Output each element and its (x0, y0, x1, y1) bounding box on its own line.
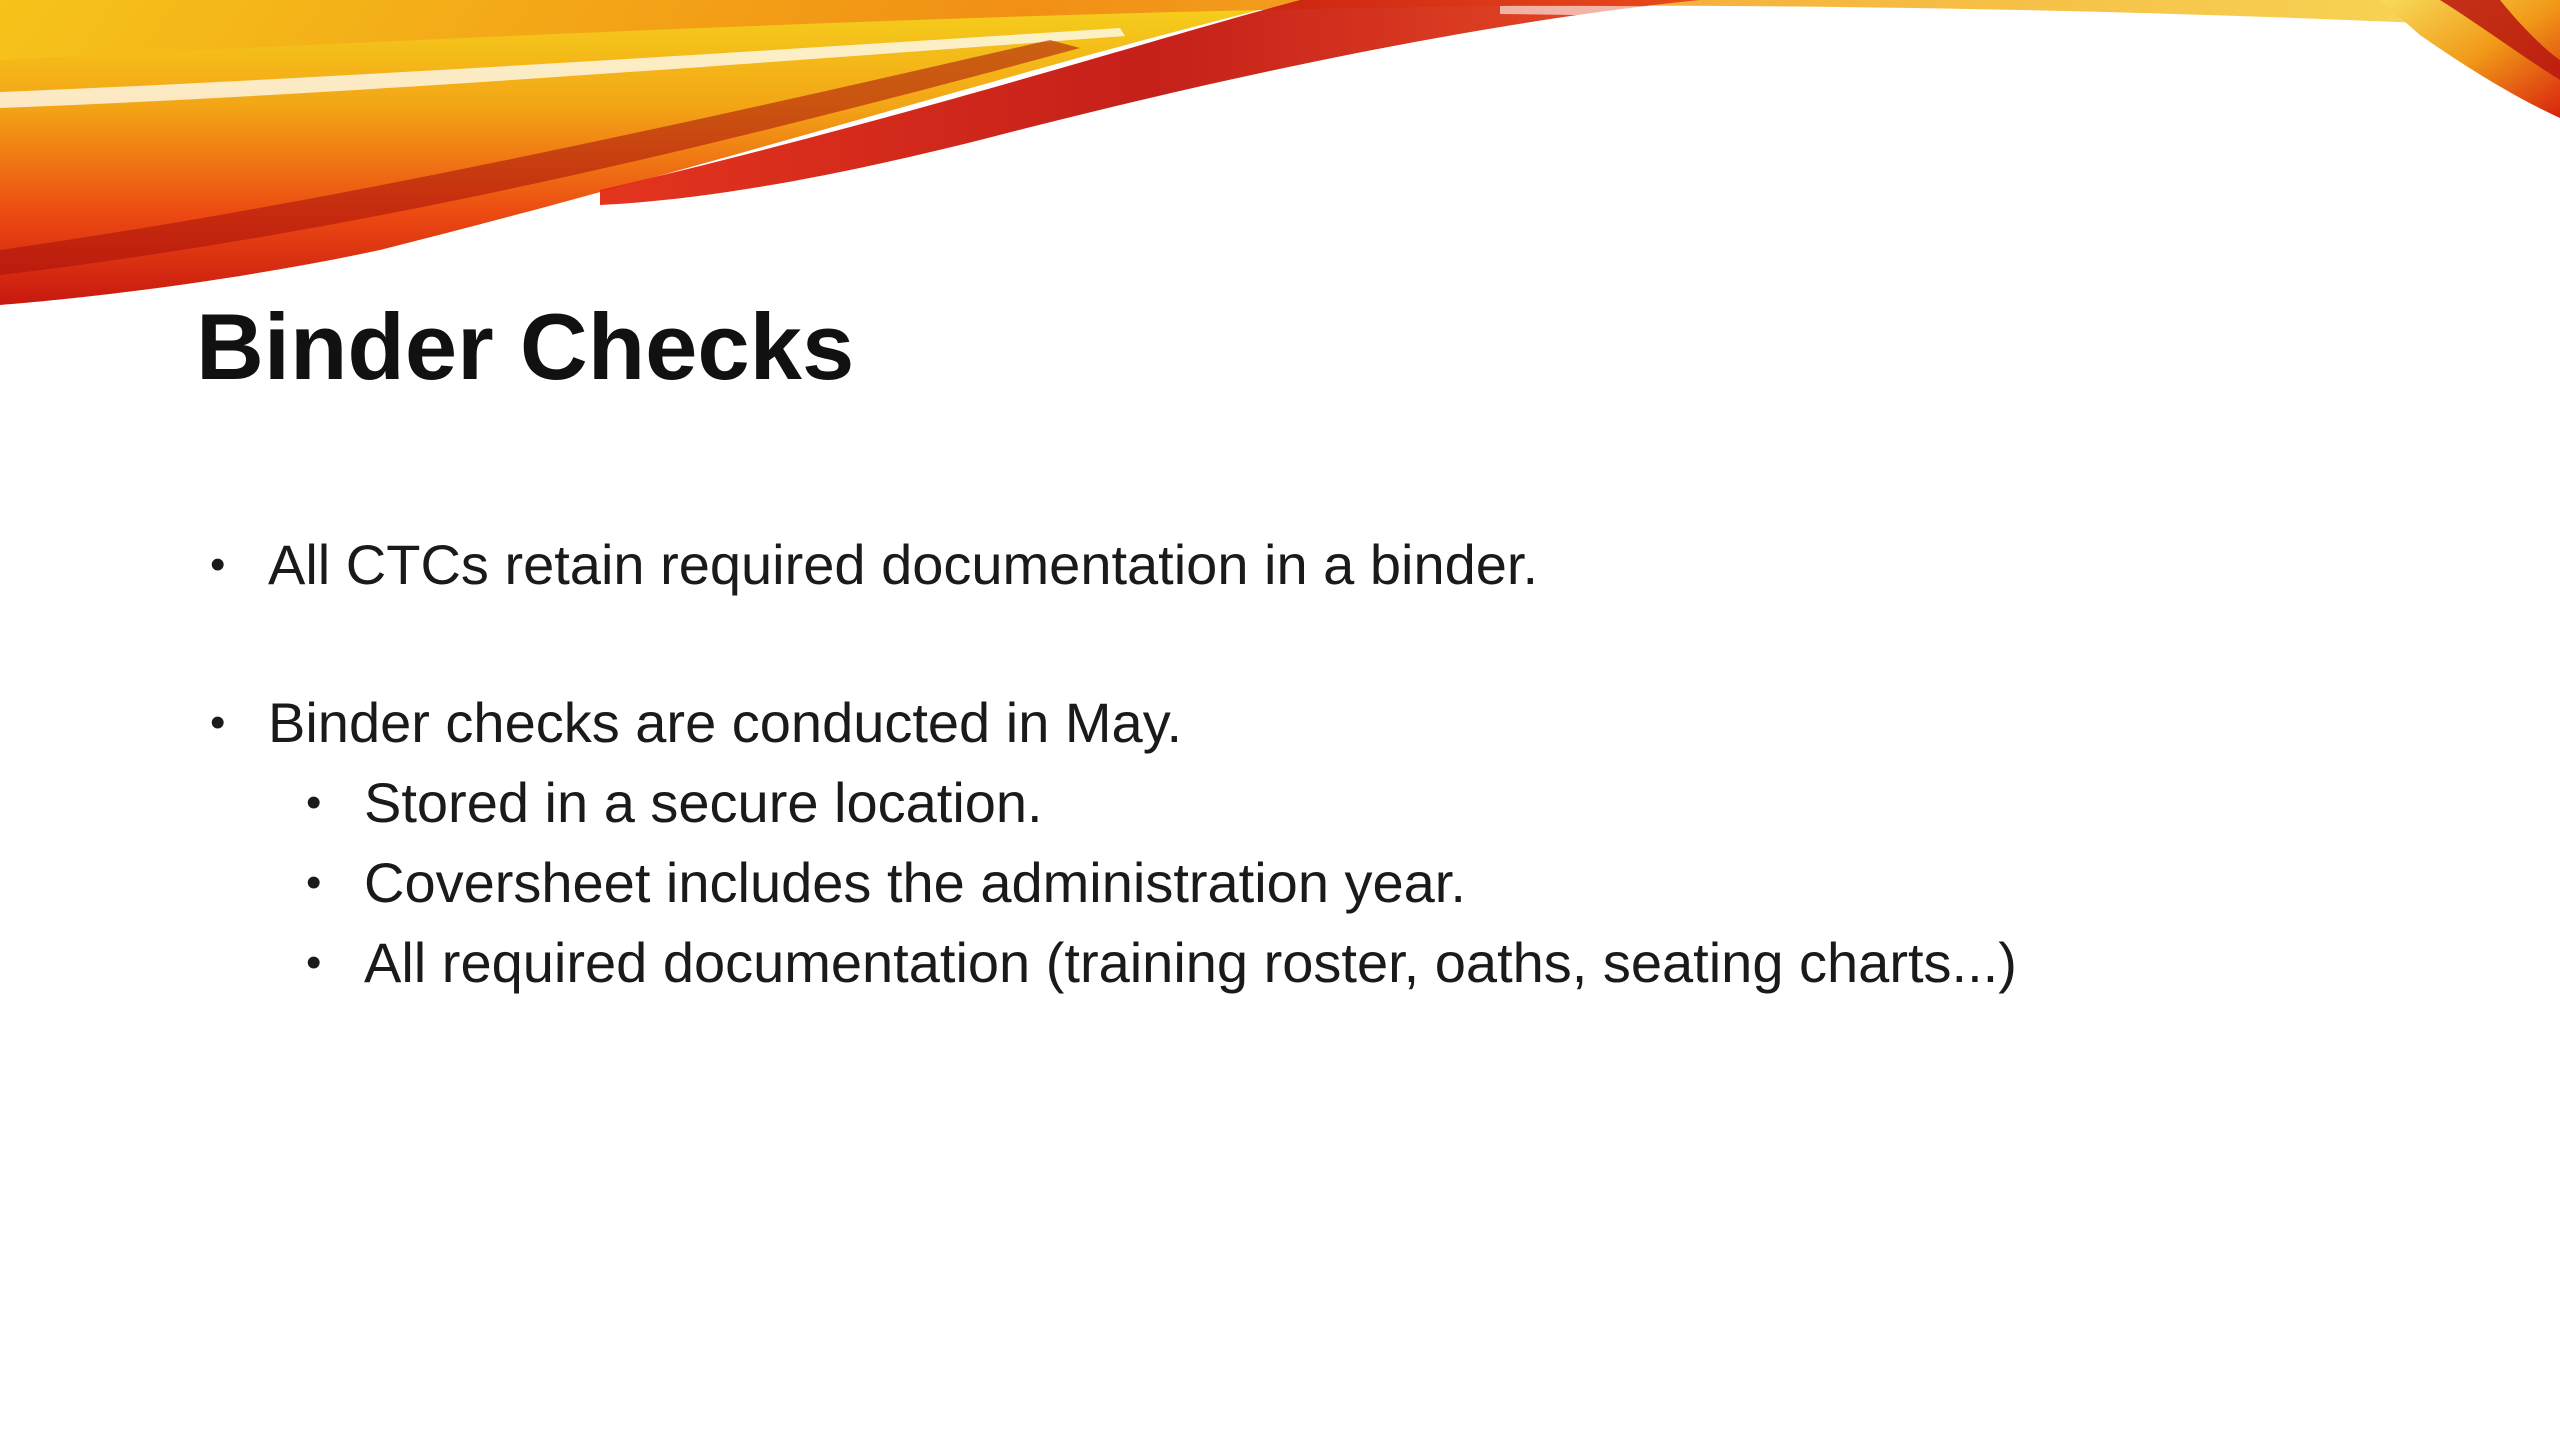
bullet-icon: • (306, 778, 322, 827)
list-item (210, 688, 1182, 758)
bullet-text: All required documentation (training roster, oaths, seating charts...) (364, 931, 2017, 994)
list-item (306, 928, 2017, 998)
list-item (210, 530, 1538, 600)
list-item (306, 848, 1466, 918)
bullet-text: Binder checks are conducted in May. (268, 691, 1183, 754)
slide-title: Binder Checks (196, 294, 855, 399)
bullet-icon: • (306, 858, 322, 907)
bullet-text: Stored in a secure location. (364, 771, 1043, 834)
bullet-icon: • (210, 540, 226, 589)
list-item (306, 768, 1043, 838)
bullet-text: All CTCs retain required documentation in a binder. (268, 533, 1539, 596)
bullet-icon: • (306, 938, 322, 987)
bullet-icon: • (210, 698, 226, 747)
ribbon-swoosh-icon (0, 0, 2560, 320)
bullet-text: Coversheet includes the administration year. (364, 851, 1466, 914)
